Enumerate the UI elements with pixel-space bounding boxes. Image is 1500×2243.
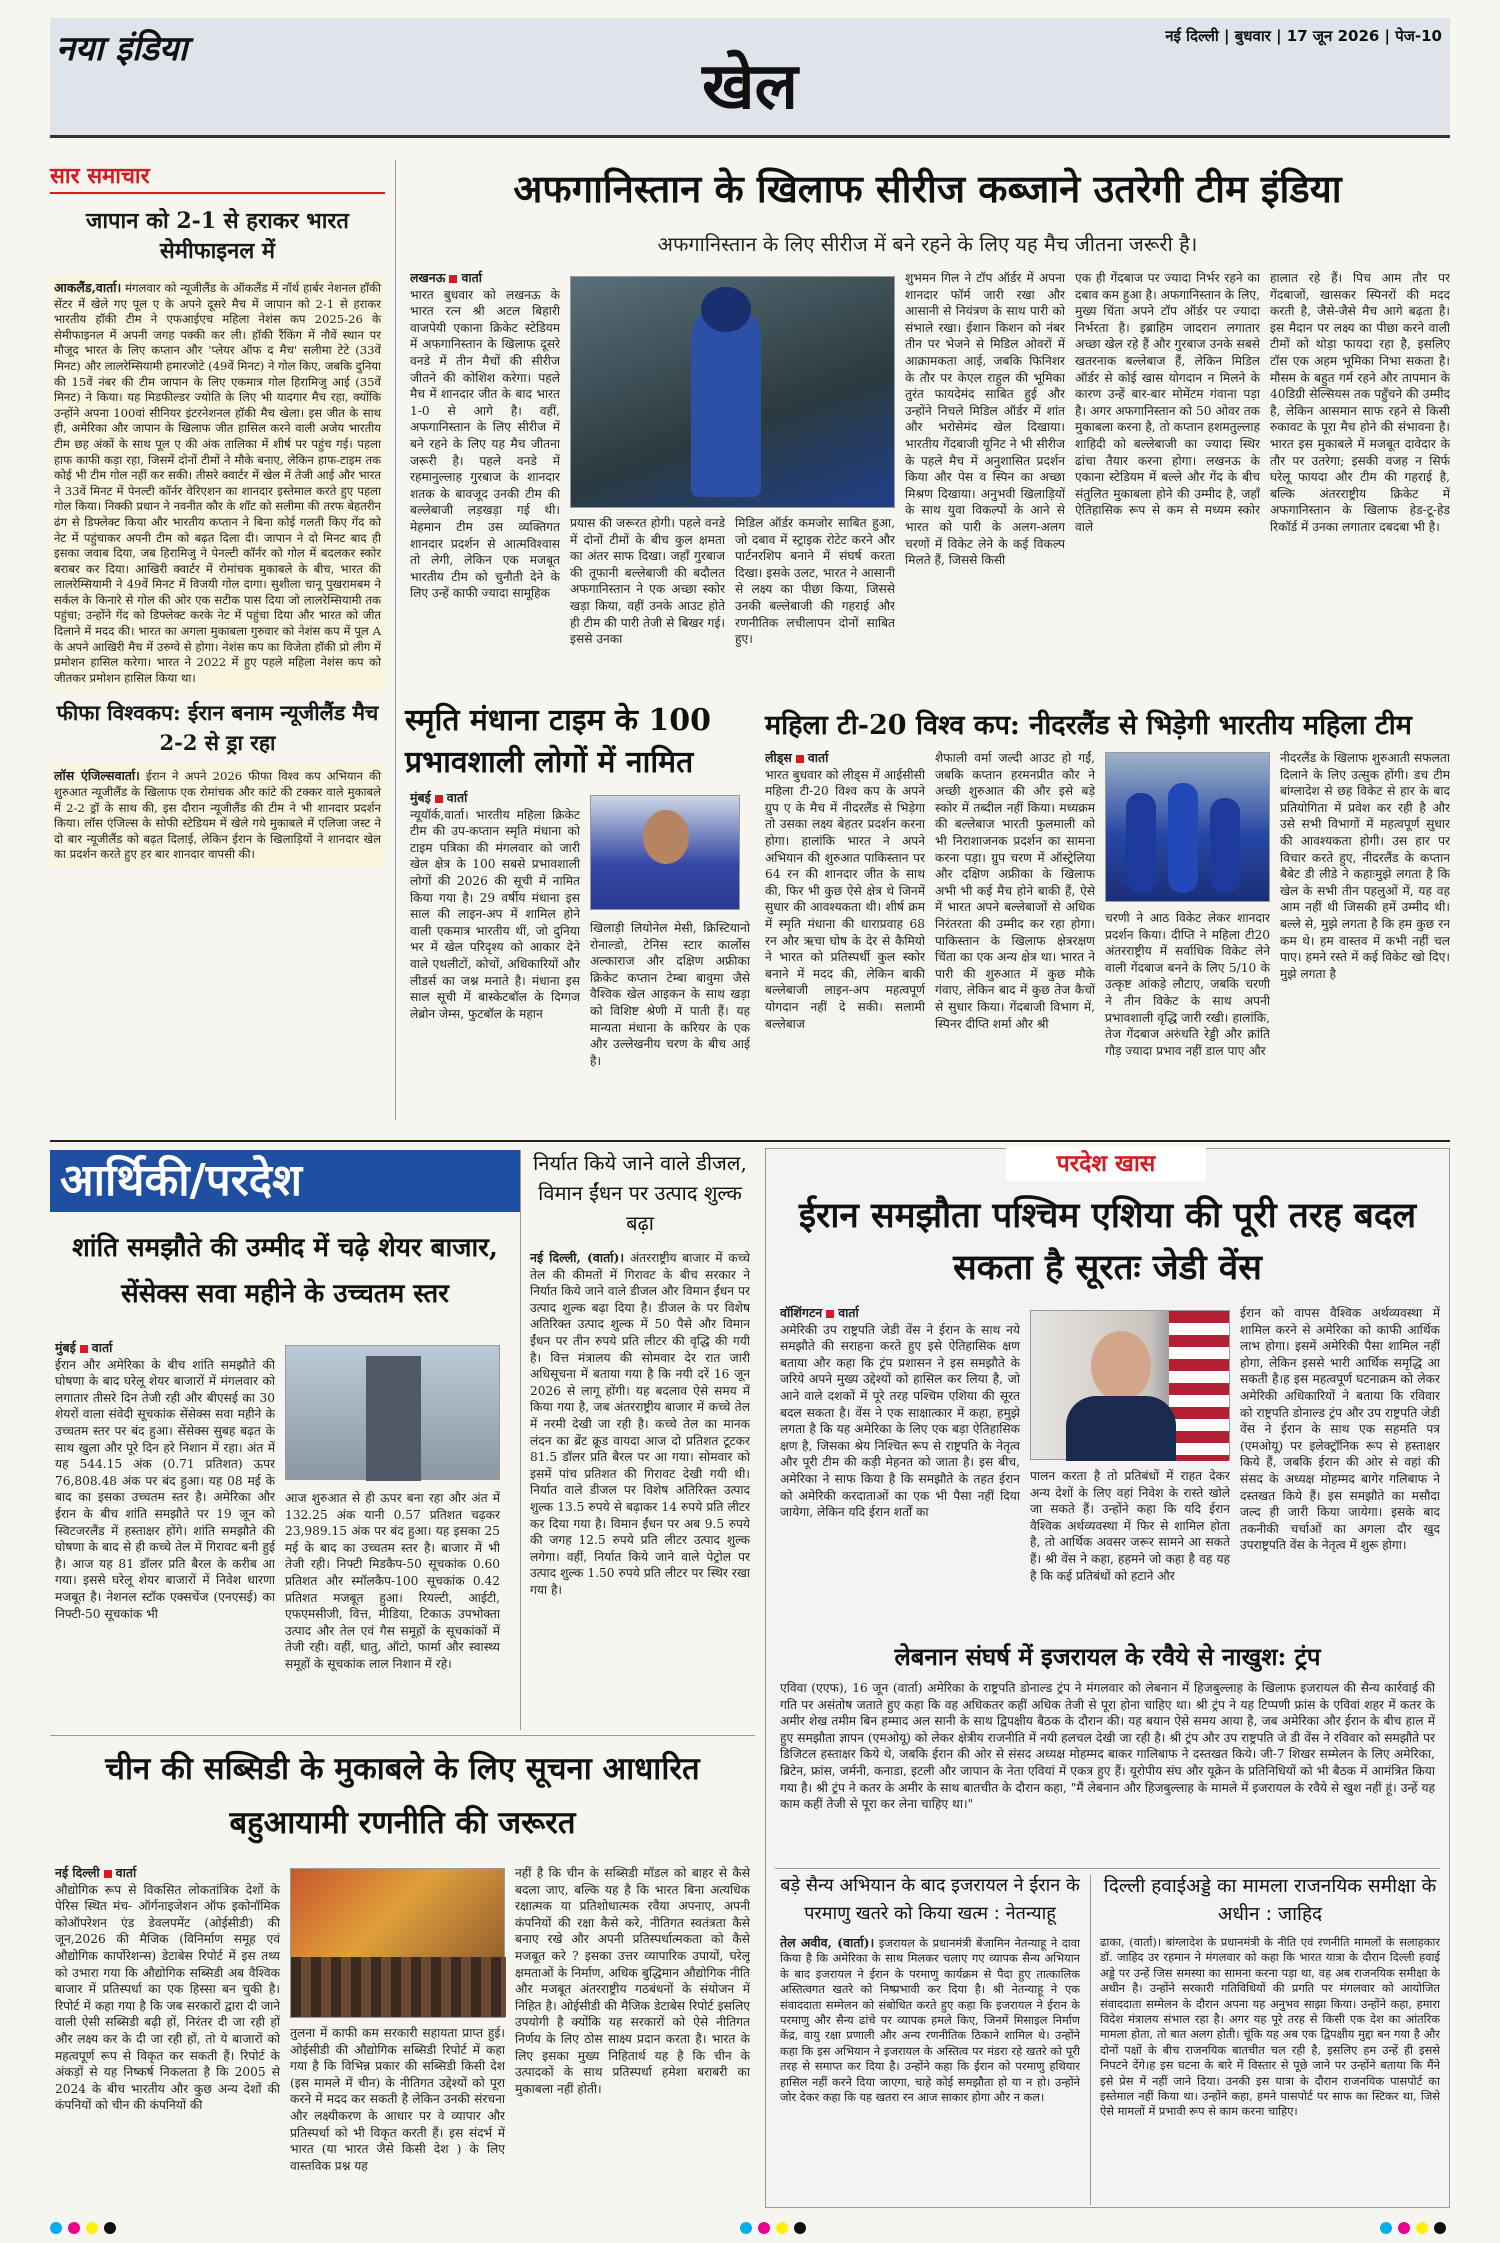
story2-text: ईरान ने अपने 2026 फीफा विश्व कप अभियान की शुरुआत न्यूजीलैंड के खिलाफ एक रोमांचक और कांटे की टक्कर वाले मुकाबले में 2-2 ड्रॉ के साथ की, इस दौरान न्यूजीलैंड की टीम ने भी शानदार प्रदर्शन किया। लॉस एंजिल्स के सोफी स्टेडियम में खेले गये मुकाबले में एलिजा जस्ट ने दो बार न्यूजीलैंड को बढ़त दिलाई, लेकिन ईरान के खिलाड़ियों ने शानदार खेल का प्रदर्शन करते हुए हर बार शानदार वापसी की। <box>54 769 381 862</box>
lead-col5 <box>1270 270 1450 710</box>
masthead <box>50 18 1450 138</box>
vance-col3-text: ईरान को वापस वैश्विक अर्थव्यवस्था में शामिल करने से अमेरिका को काफी आर्थिक लाभ होगा। इसमें अमेरिकी पैसा शामिल नहीं होगा, लेकिन इससे भारी आर्थिक समृद्धि आ सकती है।ह इस महत्वपूर्ण घटनाक्रम को लेकर अमेरिकी अधिकारियों ने बताया कि रविवार को राष्ट्रपति डोनाल्ड ट्रंप और उप राष्ट्रपति जेडी वेंस ने ईरान के साथ एक सहमति पत्र (एमओयू) पर इलेक्ट्रॉनिक रूप से हस्ताक्षर किये हैं, जबकि ईरान की ओर से वहां की संसद के अध्यक्ष मोहम्मद बागेर गलिबाफ ने दस्तखत किये हैं। इस समझौते का मसौदा जल्द ही जारी किया जायेगा। इसके बाद तकनीकी चर्चाओं का अगला दौर खुद उपराष्ट्रपति वेंस के नेतृत्व में शुरू होगा। <box>1240 1306 1440 1553</box>
sensex-col2-text: आज शुरुआत से ही ऊपर बना रहा और अंत में 132.25 अंक यानी 0.57 प्रतिशत चढ़कर 23,989.15 अंक पर बंद हुआ। यह इसका 25 मई के बाद का उच्चतम स्तर है। बाजार में भी तेजी रही। निफ्टी मिडकैप-50 सूचकांक 0.60 प्रतिशत और स्मॉलकैप-100 सूचकांक 0.42 प्रतिशत मजबूत हुआ। रियल्टी, आईटी, एफएमसीजी, वित्त, मीडिया, टिकाऊ उपभोक्ता उत्पाद और तेल एवं गैस समूहों के सूचकांकों में तेजी रही। वहीं, धातु, ऑटो, फार्मा और स्वास्थ्य समूहों के सूचकांक लाल निशान में रहे। <box>285 1491 500 1671</box>
sensex-byline-place: मुंबई <box>55 1340 76 1355</box>
delhi-text: ढाका, (वार्ता)। बांग्लादेश के प्रधानमंत्री के नीति एवं रणनीति मामलों के सलाहकार डॉ. जाहिद उर रहमान ने मंगलवार को कहा कि भारत यात्रा के दौरान दिल्ली हवाई अड्डे पर उन्हें जिस समस्या का सामना करना पड़ा था, वह अब राजनयिक समीक्षा के अधीन है। उन्होंने सरकारी गतिविधियों की प्रगति पर मंगलवार को आयोजित संवाददाता सम्मेलन के दौरान अपना यह अनुभव साझा किया। उन्होंने कहा, हमारा विदेश मंत्रालय संभाल रहा है। अगर यह पूरे तरह से किसी एक देश का आंतरिक मामला होता, तो बात अलग होती। चूंकि यह अब एक द्विपक्षीय मुद्दा बन गया है और दोनों पक्षों के बीच राजनयिक बातचीत चल रही है, इसलिए हम उन्हें ही इससे निपटने देंगे।ह इस घटना के बारे में विस्तार से पूछे जाने पर उन्होंने बताया कि मैंने इसे प्रेस में नहीं जाने दिया। उनकी इस यात्रा के दौरान राजनयिक पासपोर्ट का इस्तेमाल नहीं किया था। उन्होंने कहा, हमने पासपोर्ट पर साफ का स्टिकर था, जिसे ऐसे मामलों में प्रभावी रूप से काम करना चाहिए। <box>1100 1935 1440 2119</box>
byline-square-icon <box>826 1310 834 1318</box>
lead-col2 <box>570 515 725 710</box>
color-dot-icon <box>1434 2222 1446 2234</box>
section-title: खेल <box>702 49 798 124</box>
story2-headline: फीफा विश्वकप: ईरान बनाम न्यूजीलैंड मैच 2-2 से ड्रा रहा <box>56 700 379 756</box>
women-col3 <box>1105 910 1270 1135</box>
smriti-mandhana-photo <box>590 795 740 910</box>
lead-col4 <box>1075 270 1260 710</box>
lebanon-text: एविवा (एएफ), 16 जून (वार्ता) अमेरिका के राष्ट्रपति डोनाल्ड ट्रंप ने मंगलवार को लेबनान में हिजबुल्लाह के खिलाफ इजरायल की सैन्य कार्रवाई की गति पर असंतोष जताते हुए कहा कि वह अधिकतर कहीं अधिक तेजी से पूरा होना चाहिए था। श्री ट्रंप ने यह टिप्पणी फ्रांस के एविवां शहर में कतर के अमीर शेख तमीम बिन हम्माद अल सानी के साथ द्विपक्षीय बैठक के दौरान की। यह बयान ऐसे समय आया है, जब अमेरिका और ईरान के बीच हाल में हुए समझौता ज्ञापन (एमओयू) को लेकर क्षेत्रीय राजनीति में नयी हलचल देखी जा रही है। श्री ट्रंप और उप राष्ट्रपति जे डी वेंस ने रविवार को समझौते पर डिजिटल हस्ताक्षर किये थे, जबकि ईरान की ओर से संसद अध्यक्ष मोहम्मद बाकर गालिबाफ ने दस्तखत किये। जी-7 शिखर सम्मेलन के लिए अमेरिका, ब्रिटेन, फ्रांस, जर्मनी, कनाडा, इटली और जापान के नेता एवियां में एकत्र हुए हैं। यूरोपीय संघ और यूक्रेन के प्रतिनिधियों को भी बैठक में आमंत्रित किया गया है। श्री ट्रंप ने कतर के अमीर के साथ बातचीत के दौरान कहा, "मैं लेबनान और हिजबुल्लाह के मामले में इजरायल के रवैये से खुश नहीं हूं। उन्हें यह काम कहीं तेजी से पूरा कर लेना चाहिए था।" <box>780 1681 1435 1812</box>
player-figure-icon <box>1126 793 1156 893</box>
china-col1 <box>55 1865 280 2205</box>
byline-square-icon <box>435 795 443 803</box>
byline-square-icon <box>449 275 457 283</box>
lead-byline-agency: वार्ता <box>461 270 483 285</box>
lead-col3b-text: मिडिल ऑर्डर कमजोर साबित हुआ, जो दबाव में स्ट्राइक रोटेट करने और पार्टनरशिप बनाने में संघर्ष करता दिखा। इसके उलट, भारत ने आसानी से लक्ष्य का पीछा किया, जिससे उनकी बल्लेबाजी की गहराई और रणनीतिक लचीलापन दोनों साबित हुए। <box>735 516 895 647</box>
lead-subheadline: अफगानिस्तान के लिए सीरीज में बने रहने के लिए यह मैच जीतना जरूरी है। <box>657 232 1198 256</box>
vance-col2-text: पालन करता है तो प्रतिबंधों में राहत देकर अन्य देशों के लिए वहां निवेश के रास्ते खोले जा सकते हैं। उन्होंने कहा कि यदि ईरान वैश्विक अर्थव्यवस्था में फिर से शामिल होता है, तो आर्थिक अवसर जरूर सामने आ सकते हैं। श्री वेंस ने कहा, हहमने जो कहा है वह यह है कि कई प्रतिबंधों को हटाने और <box>1030 1469 1230 1583</box>
face-icon <box>1091 1331 1151 1401</box>
registration-marks <box>50 2222 1450 2238</box>
crowded-market-photo <box>290 1868 505 2018</box>
batsman-figure-icon <box>691 307 761 497</box>
color-dot-icon <box>1380 2222 1392 2234</box>
women-team-celebration-photo <box>1105 752 1270 902</box>
women-col1 <box>765 750 925 1135</box>
dateline: नई दिल्ली | बुधवार | 17 जून 2026 | पेज-10 <box>1165 27 1442 45</box>
vance-headline: ईरान समझौता पश्चिम एशिया की पूरी तरह बदल सकता है सूरतः जेडी वेंस <box>798 1195 1417 1288</box>
smriti-byline-agency: वार्ता <box>446 790 468 805</box>
vance-byline <box>780 1305 859 1320</box>
diesel-body <box>530 1250 750 1730</box>
lead-byline-place: लखनऊ <box>410 270 446 285</box>
vance-col1-text: अमेरिकी उप राष्ट्रपति जेडी वेंस ने ईरान के साथ नये समझौते की सराहना करते हुए इसे ऐतिहासिक क्षण बताया और कहा कि ट्रंप प्रशासन ने इस समझौते के जरिये अपने मुख्य उद्देश्यों को हासिल कर लिया है, जो आने वाले दशकों में पूरे तरह पश्चिम एशिया की सूरत बदल सकता है। वेंस ने एक साक्षात्कार में कहा, हमुझे लगता है कि यह अमेरिका के लिए एक बड़ा ऐतिहासिक क्षण है, जिसका श्रेय निश्चित रूप से राष्ट्रपति के नेतृत्व और पूरी टीम की कड़ी मेहनत को जाता है। इस बीच, अमेरिका ने साफ किया है कि समझौते के तहत ईरान को अमेरिकी करदाताओं का एक भी पैसा नहीं दिया जायेगा, लेकिन यदि ईरान शर्तों का <box>780 1322 1020 1520</box>
jd-vance-photo <box>1030 1310 1230 1460</box>
women-col2 <box>935 750 1095 1135</box>
china-byline <box>55 1865 136 1880</box>
china-col3 <box>515 1865 750 2205</box>
color-dot-icon <box>68 2222 80 2234</box>
divider <box>395 160 396 1120</box>
israel-headline: बड़े सैन्य अभियान के बाद इजरायल ने ईरान के परमाणु खतरे को किया खत्म : नेतन्याहू <box>780 1875 1080 1924</box>
flag-icon <box>1169 1311 1229 1461</box>
byline-square-icon <box>104 1870 112 1878</box>
israel-text: इजरायल के प्रधानमंत्री बेंजामिन नेतन्याहू ने दावा किया है कि अमेरिका के साथ मिलकर चलाए गए व्यापक सैन्य अभियान के बाद इजरायल ने ईरान के परमाणु कार्यक्रम से पैदा हुए तात्कालिक अस्तित्वगत खतरे को निष्प्रभावी कर दिया है। श्री नेतन्याहू ने एक संवाददाता सम्मेलन को संबोधित करते हुए कहा कि इजरायल ने ईरान के परमाणु और सैन्य ढांचे पर व्यापक हमले किए, जिनमें मिसाइल निर्माण केंद्र, वायु रक्षा प्रणाली और अन्य रणनीतिक ठिकाने शामिल थे। उन्होंने कहा कि इस अभियान ने इजरायल के अस्तित्व पर मंडरा रहे खतरे को पूरी तरह से समाप्त कर दिया है। उन्होंने कहा कि ईरान को परमाणु हथियार हासिल नहीं करने दिया जाएगा, चाहे कोई समझौता हो या न हो। उन्होंने जोर देकर कहा कि यह खतरा रन आज साकार होगा और न कल। <box>780 1936 1080 2105</box>
sensex-col2 <box>285 1490 500 1740</box>
diesel-text: अंतरराष्ट्रीय बाजार में कच्चे तेल की कीमतों में गिरावट के बीच सरकार ने निर्यात किये जाने वाले डीजल और विमान ईंधन पर उत्पाद शुल्क बढ़ा दिया है। डीजल के पर विशेष अतिरिक्त उत्पाद शुल्क में 50 पैसे और विमान ईंधन पर तीन रुपये प्रति लीटर की वृद्धि की गयी है। वित्त मंत्रालय की सोमवार देर रात जारी अधिसूचना में बताया गया है कि नयी दरें 16 जून 2026 से लागू होंगी। यह बदलाव ऐसे समय में किया गया है, जब अंतरराष्ट्रीय बाजार में कच्चे तेल में नरमी देखी जा रही है। कच्चे तेल का मानक लंदन का ब्रेंट क्रूड वायदा आज दो प्रतिशत टूटकर 81.5 डॉलर प्रति बैरल पर आ गया। सोमवार को इसमें पांच प्रतिशत की गिरावट देखी गयी थी। निर्यात वाले डीजल पर विशेष अतिरिक्त उत्पाद शुल्क 13.5 रुपये से बढ़ाकर 14 रुपये प्रति लीटर कर दिया गया है। विमान ईंधन पर अब 9.5 रुपये की जगह 12.5 रुपये प्रति लीटर उत्पाद शुल्क लगेगा। वहीं, निर्यात किये जाने वाले पेट्रोल पर उत्पाद शुल्क 1.50 रुपये प्रति लीटर पर स्थिर रखा गया है। <box>530 1251 750 1597</box>
color-dot-icon <box>50 2222 62 2234</box>
sensex-col1 <box>55 1340 275 1740</box>
diesel-byline: नई दिल्ली, (वार्ता)। <box>530 1250 625 1265</box>
vance-byline-place: वॉशिंगटन <box>780 1305 823 1320</box>
lead-col2-text: प्रयास की जरूरत होगी। पहले वनडे में दोनों टीमों के बीच कुल क्षमता का अंतर साफ दिखा। जहाँ गुरबाज की तूफानी बल्लेबाजी की बदौलत अफगानिस्तान ने एक अच्छा स्कोर खड़ा किया, वहीं उनके आउट होते ही टीम की पारी तेजी से बिखर गई। इससे उनका <box>570 516 725 647</box>
lebanon-body <box>780 1680 1435 1860</box>
israel-body <box>780 1935 1080 2205</box>
sar-samachar-label: सार समाचार <box>50 160 385 194</box>
color-dot-icon <box>104 2222 116 2234</box>
delhi-headline: दिल्ली हवाईअड्डे का मामला राजनयिक समीक्षा के अधीन : जाहिद <box>1103 1875 1437 1925</box>
sensex-headline: शांति समझौते की उम्मीद में चढ़े शेयर बाजार, सेंसेक्स सवा महीने के उच्चतम स्तर <box>72 1233 498 1309</box>
story2-byline: लॉस एंजिल्सवार्ता। <box>54 768 140 784</box>
cricket-batsman-photo <box>570 276 895 508</box>
story1-headline: जापान को 2-1 से हराकर भारत सेमीफाइनल में <box>86 208 349 264</box>
color-dot-icon <box>740 2222 752 2234</box>
lead-col3 <box>905 270 1065 710</box>
women-col4 <box>1280 750 1450 1135</box>
section-divider <box>775 1868 1440 1869</box>
china-byline-place: नई दिल्ली <box>55 1865 100 1880</box>
color-dot-icon <box>758 2222 770 2234</box>
smriti-byline <box>410 790 467 805</box>
color-dot-icon <box>1398 2222 1410 2234</box>
diesel-headline: निर्यात किये जाने वाले डीजल, विमान ईंधन पर उत्पाद शुल्क बढ़ा <box>533 1151 747 1235</box>
suit-icon <box>1066 1396 1176 1461</box>
vance-col1 <box>780 1305 1020 1635</box>
women-t20-headline: महिला टी-20 विश्व कप: नीदरलैंड से भिड़ेगी भारतीय महिला टीम <box>765 710 1412 741</box>
sensex-byline <box>55 1340 112 1355</box>
story1-byline: आकलैंड,वार्ता। <box>54 280 122 295</box>
lead-col1-text: भारत बुधवार को लखनऊ के भारत रत्न श्री अटल बिहारी वाजपेयी एकाना क्रिकेट स्टेडियम में अफगानिस्तान के खिलाफ दूसरे वनडे में तीन मैचों की सीरीज जीतने की कोशिश करेगा। पहले मैच में शानदार जीत के बाद भारत 1-0 से आगे है। वहीं, अफगानिस्तान के लिए सीरीज में बने रहने के लिए यह मैच जीतना जरूरी है। पहले वनडे में रहमानुल्लाह गुरबाज के शानदार शतक के बावजूद उनकी टीम की बल्लेबाजी लड़खड़ा गई थी। मेहमान टीम उस व्यक्तिगत शानदार प्रदर्शन से आत्मविश्वास तो लेगी, लेकिन एक मजबूत भारतीय टीम को चुनौती देने के लिए उन्हें काफी ज्यादा सामूहिक <box>410 287 560 601</box>
women-col4-text: नीदरलैंड के खिलाफ शुरुआती सफलता दिलाने के लिए उत्सुक होंगी। डच टीम बांग्लादेश से छह विकेट से हार के बाद प्रतियोगिता में प्रवेश कर रही है और उसे सभी विभागों में महत्वपूर्ण सुधार की आवश्यकता होगी। उस हार पर विचार करते हुए, नीदरलैंड के कप्तान बैबेट डी लीडे ने कहाःमुझे लगता है कि खेल के सभी तीन पहलुओं में, यह वह आम नहीं थी जिसकी हमें उम्मीद थी। बल्ले से, मुझे लगता है कि हम कुछ रन कम थे। हम वास्तव में कभी नहीं चल पाए। हमने रस्ते में कई विकेट खो दिए। मुझे लगता है <box>1280 751 1450 981</box>
lead-col4-text: एक ही गेंदबाज पर ज्यादा निर्भर रहने का दबाव कम हुआ है। अफगानिस्तान के लिए, मुख्य चिंता अपने टॉप ऑर्डर पर ज्यादा निर्भरता है। इब्राहिम जादरान लगातार अच्छा खेल रहे हैं और गुरबाज उनके सबसे खतरनाक बल्लेबाज हैं, लेकिन मिडिल ऑर्डर से कोई खास योगदान न मिलने के कारण उन्हें बार-बार मोमेंटम गंवाना पड़ा है। अगर अफगानिस्तान को 50 ओवर तक मुकाबला करना है, तो कप्तान हशमतुल्लाह शाहिदी को बल्लेबाजी का ज्यादा स्थिर ढांचा तैयार करना होगा। लखनऊ के एकाना स्टेडियम में बल्ले और गेंद के बीच संतुलित मुकाबला होने की उम्मीद है, जहाँ ऐतिहासिक रूप से कम से मध्यम स्कोर वाले <box>1075 271 1260 534</box>
arthiki-section-label: आर्थिकी/परदेश <box>50 1150 520 1212</box>
lead-col1 <box>410 270 560 710</box>
player-figure-icon <box>1210 798 1240 893</box>
divider <box>1090 1875 1091 2205</box>
smriti-byline-place: मुंबई <box>410 790 431 805</box>
player-figure-icon <box>1168 783 1198 893</box>
smriti-col2 <box>590 920 750 1135</box>
women-byline-agency: वार्ता <box>807 750 829 765</box>
story1-text: मंगलवार को न्यूजीलैंड के ऑकलैंड में नॉर्थ हार्बर नेशनल हॉकी सेंटर में खेले गए पूल ए के अपने दूसरे मैच में जापान को 2-1 से हराकर भारतीय हॉकी टीम ने एफआईएच महिला नेशंस कप 2025-26 के सेमीफाइनल में अपनी जगह पक्की कर ली। हॉकी रैंकिंग में नौवें स्थान पर मौजूद भारत के लिए कप्तान और 'प्लेयर ऑफ द मैच' सलीमा टेटे (33वें मिनट) और लालरेम्सियामी हमारजोटे (49वें मिनट) ने गोल किए, जबकि दुनिया की 15वें नंबर की टीम जापान के लिए एकमात्र गोल हिरामिजु आई (35वें मिनट) ने किया। यह मिडफील्डर ज्योति के लिए भी यादगार मैच रहा, क्योंकि उन्होंने अपना 100वां सीनियर इंटरनेशनल हॉकी मैच खेला। इस जीत के साथ ही, अमेरिका और जापान के खिलाफ जीत हासिल करने वाली अजेय भारतीय टीम छह अंकों के साथ पूल ए की अंक तालिका में शीर्ष पर पहुंच गई। पहला हाफ काफी कड़ा रहा, जिसमें दोनों टीमों ने मौके बनाए, लेकिन हाफ-टाइम तक कोई भी टीम गोल नहीं कर सकी। तीसरे क्वार्टर में खेल में तेजी आई और भारत ने 33वें मिनट में पेनल्टी कॉर्नर वेरिएशन का शानदार इस्तेमाल करते हुए पहला गोल किया। निक्की प्रधान ने नवनीत कौर के शॉट को सलीमा की तरफ बेहतरीन ढंग से डिफ्लेक्ट किया और भारतीय कप्तान ने बिना कोई गलती किए गेंद को नेट में पहुंचाकर अपनी टीम को बढ़त दिला दी। जापान ने दो मिनट बाद ही इसका जवाब दिया, जब हिरामिजु ने पेनल्टी कॉर्नर को गोल में बदलकर स्कोर बराबर कर दिया। आखिरी क्वार्टर में रोमांचक मुकाबले के बीच, भारत की लालरेम्सियामी ने 49वें मिनट में विजयी गोल दागा। सुशीला चानू पुखरामबम ने सर्कल के किनारे से गोल की ओर एक सटीक पास दिया जो लालरेम्सियामी तक पहुंचा; उन्होंने गेंद को डिफ्लेक्ट करके नेट में पहुंचा दिया और भारत को जीत दिलाने में मदद की। भारत का अगला मुकाबला गुरुवार को नेशंस कप में पूल A के अपने आखिरी मैच में उरुग्वे से होगा। नेशंस कप का विजेता हॉकी प्रो लीग में प्रमोशन हासिल करेगा। भारत ने 2022 में हुए पहले महिला नेशंस कप को जीतकर प्रमोशन हासिल किया था। <box>54 281 381 685</box>
women-byline-place: लीड्स <box>765 750 792 765</box>
lead-byline <box>410 270 482 285</box>
smriti-col1-text: न्यूयॉर्क,वार्ता। भारतीय महिला क्रिकेट टीम की उप-कप्तान स्मृति मंधाना को टाइम पत्रिका की मंगलवार को जारी खेल क्षेत्र के 100 सबसे प्रभावशाली लोगों की 2026 की सूची में नामित किया गया है। 29 वर्षीय मंधाना इस साल की लाइन-अप में शामिल होने वाली एकमात्र भारतीय थीं, जो दुनिया भर में खेल परिदृश्य को आकार देने वाले एथलीटों, कोचों, अधिकारियों और लीडर्स का जश्न मनाते है। मंधाना इस साल सूची में बास्केटबॉल के दिग्गज लेब्रोन जेम्स, फुटबॉल के महान <box>410 807 580 1021</box>
helmet-icon <box>701 287 751 332</box>
color-dot-icon <box>794 2222 806 2234</box>
delhi-body <box>1100 1935 1440 2205</box>
china-col2-text: तुलना में काफी कम सरकारी सहायता प्राप्त हुई। ओईसीडी की औद्योगिक सब्सिडी रिपोर्ट में कहा गया है कि विभिन्न प्रकार की सब्सिडी किसी देश (इस मामले में चीन) के नीतिगत उद्देश्यों को पूरा करने में मदद कर सकती है लेकिन उनकी संरचना और लक्ष्यीकरण के आधार पर वे व्यापार और प्रतिस्पर्धा को भी विकृत करती हैं। इस संदर्भ में भारत (या भारत जैसे किसी देश ) के लिए वास्तविक प्रश्न यह <box>290 2026 505 2173</box>
lead-col5-text: हालात रहे हैं। पिच आम तौर पर गेंदबाजों, खासकर स्पिनरों की मदद करती है, जैसे-जैसे मैच आगे बढ़ता है। इस मैदान पर लक्ष्य का पीछा करने वाली टीमों को थोड़ा फायदा रहा है, इसलिए टॉस एक अहम भूमिका निभा सकता है। मौसम के बहुत गर्म रहने और तापमान के 40डिग्री सेल्सियस तक पहुँचने की उम्मीद है, लेकिन आसमान साफ रहने से किसी रुकावट के पूरा मैच होने की संभावना है। भारत इस मुकाबले में मजबूत दावेदार के तौर पर उतरेगा; इसकी वजह न सिर्फ घरेलू फायदा और टीम की गहराई है, बल्कि अंतरराष्ट्रीय क्रिकेट में अफगानिस्तान के खिलाफ हेड-टू-हेड रिकॉर्ड में उनका लगातार दबदबा भी है। <box>1270 271 1450 534</box>
sar-samachar-box <box>50 160 385 1110</box>
pardesh-label: परदेश खास <box>1006 1147 1206 1181</box>
women-col2-text: शैफाली वर्मा जल्दी आउट हो गईं, जबकि कप्तान हरमनप्रीत कौर ने अच्छी शुरुआत की और इसे बड़े स्कोर में तब्दील नहीं किया। मध्यक्रम की बल्लेबाज भारती फुलमाली को भी निराशाजनक प्रदर्शन का सामना करना पड़ा। ग्रुप चरण में ऑस्ट्रेलिया और दक्षिण अफ्रीका के खिलाफ अभी भी कई मैच होने बाकी हैं, ऐसे में भारत अपने बल्लेबाजों से अधिक निरंतरता की उम्मीद कर रहा होगा। पाकिस्तान के खिलाफ क्षेत्ररक्षण चिंता का एक अन्य क्षेत्र था। भारत ने पारी की शुरुआत में कुछ मौके गंवाए, लेकिन बाद में कुछ तेज कैचों से सुधार किया। गेंदबाजी विभाग में, स्पिनर दीप्ति शर्मा और श्री <box>935 751 1095 1031</box>
divider <box>520 1150 521 1730</box>
byline-square-icon <box>80 1345 88 1353</box>
crowd-icon <box>291 1957 506 2017</box>
lead-col3-text: शुभमन गिल ने टॉप ऑर्डर में अपना शानदार फॉर्म जारी रखा और आसानी से नियंत्रण के साथ पारी को संभाले रखा। ईशान किशन को नंबर तीन पर भेजने से मिडिल ओवरों में आक्रामकता आई, जबकि फिनिशर के तौर पर केएल राहुल की भूमिका तुरंत फायदेमंद साबित हुई और उन्होंने निचले मिडिल ऑर्डर में शांत और भरोसेमंद खेल दिखाया। भारतीय गेंदबाजी यूनिट ने भी सीरीज के पहले मैच में अनुशासित प्रदर्शन किया और पेस व स्पिन का अच्छा मिश्रण दिखाया। अनुभवी खिलाड़ियों के साथ युवा विकल्पों के आने से भारत को पारी के अलग-अलग चरणों में विकेट लेने के कई विकल्प मिलते हैं, जिससे किसी <box>905 271 1065 568</box>
smriti-col2-text: खिलाड़ी लियोनेल मेसी, क्रिस्टियानो रोनाल्डो, टेनिस स्टार कार्लोस अल्काराज और दक्षिण अफ्रीका क्रिकेट कप्तान टेम्बा बावुमा जैसे वैश्विक खेल आइकन के साथ खड़ा को विशिष्ट श्रेणी में पाती हैं। यह मान्यता मंधाना के करियर के एक और उल्लेखनीय चरण के बीच आई है। <box>590 921 750 1068</box>
lebanon-headline: लेबनान संघर्ष में इजरायल के रवैये से नाखुश: ट्रंप <box>894 1642 1321 1671</box>
bse-building-photo <box>285 1345 500 1480</box>
color-dot-icon <box>776 2222 788 2234</box>
story1-body <box>50 276 385 690</box>
china-byline-agency: वार्ता <box>115 1865 137 1880</box>
china-col1-text: औद्योगिक रूप से विकसित लोकतांत्रिक देशों के पेरिस स्थित मंच- ऑर्गनाइजेशन ऑफ इकोनॉमिक कोऑपरेशन एंड डेवलपमेंट (ओईसीडी) की जून,2026 की मैजिक (विनिर्माण समूह एवं औद्योगिक कार्पोरेशन्स) डेटाबेस रिपोर्ट में इस तथ्य को उभारा गया कि औद्योगिक सब्सिडी अब वैश्विक बाजार में प्रतिस्पर्धा का एक हिस्सा बन चुकी है। रिपोर्ट में कहा गया है कि जब सरकारों द्वारा दी जाने वाली ऐसी सब्सिडी बढ़ी हों, निरंतर दी जा रही हों और लक्ष्य कर के दी जा रही हों, तो ये बाजारों को महत्वपूर्ण रूप से विकृत कर सकती हैं। रिपोर्ट के अंकड़ों से यह निष्कर्ष निकलता है कि 2005 से 2024 के बीच भारतीय और कुछ अन्य देशों की कंपनियों को चीन की कंपनियों की <box>55 1882 280 2113</box>
color-dot-icon <box>1416 2222 1428 2234</box>
section-divider <box>50 1735 755 1736</box>
story2-body <box>50 764 385 867</box>
women-byline <box>765 750 828 765</box>
china-headline: चीन की सब्सिडी के मुकाबले के लिए सूचना आधारित बहुआयामी रणनीति की जरूरत <box>105 1751 700 1841</box>
tower-icon <box>366 1356 421 1481</box>
china-col2 <box>290 2025 505 2205</box>
sensex-col1-text: ईरान और अमेरिका के बीच शांति समझौते की घोषणा के बाद घरेलू शेयर बाजारों में मंगलवार को लगातार तीसरे दिन तेजी रही और बीएसई का 30 शेयरों वाला संवेदी सूचकांक सेंसेक्स सवा महीने के उच्चतम स्तर पर बंद हुआ। सेंसेक्स सुबह बढ़त के साथ खुला और पूरे दिन हरे निशान में रहा। अंत में यह 544.15 अंक (0.71 प्रतिशत) ऊपर 76,808.48 अंक पर बंद हुआ। यह 08 मई के बाद का इसका उच्चतम स्तर है। अमेरिका और ईरान के बीच शांति समझौते पर 19 जून को स्विटजरलैंड में हस्ताक्षर होंगे। शांति समझौते की घोषणा के बाद से ही कच्चे तेल में गिरावट बनी हुई है। आज यह 81 डॉलर प्रति बैरल के करीब आ गया। इससे घरेलू शेयर बाजारों में निवेश धारणा मजबूत है। नेशनल स्टॉक एक्सचेंज (एनएसई) का निफ्टी-50 सूचकांक भी <box>55 1357 275 1621</box>
byline-square-icon <box>796 755 804 763</box>
paper-name: नया इंडिया <box>56 29 188 69</box>
israel-byline: तेल अवीव, (वार्ता)। <box>780 1935 875 1950</box>
vance-col2 <box>1030 1468 1230 1635</box>
color-dot-icon <box>86 2222 98 2234</box>
lead-headline: अफगानिस्तान के खिलाफ सीरीज कब्जाने उतरेगी टीम इंडिया <box>513 166 1342 211</box>
face-icon <box>643 810 689 864</box>
vance-byline-agency: वार्ता <box>838 1305 859 1320</box>
lead-col3b <box>735 515 895 710</box>
women-col1-text: भारत बुधवार को लीड्स में आईसीसी महिला टी-20 विश्व कप के अपने ग्रुप ए के मैच में नीदरलैंड से भिड़ेगा तो उसका लक्ष्य बेहतर प्रदर्शन करना होगा। हालांकि भारत ने अपने अभियान की शुरुआत पाकिस्तान पर 64 रन की शानदार जीत के साथ की, फिर भी कुछ ऐसे क्षेत्र थे जिनमें सुधार की आवश्यकता थी। शीर्ष क्रम में स्मृति मंधाना की धाराप्रवाह 68 रन और ऋचा घोष के देर से कैमियो ने भारत को प्रतिस्पर्धी कुल स्कोर बनाने में मदद की, लेकिन बाकी बल्लेबाजी लाइन-अप महत्वपूर्ण योगदान नहीं दे सकी। सलामी बल्लेबाज <box>765 767 925 1031</box>
smriti-col1 <box>410 790 580 1135</box>
smriti-headline: स्मृति मंधाना टाइम के 100 प्रभावशाली लोगों में नामित <box>405 703 712 780</box>
sensex-byline-agency: वार्ता <box>91 1340 113 1355</box>
china-col3-text: नहीं है कि चीन के सब्सिडी मॉडल को बाहर से कैसे बदला जाए, बल्कि यह है कि भारत बिना अत्यधिक रक्षात्मक या प्रतिशोधात्मक रवैया अपनाए, अपनी कंपनियों की रक्षा कैसे करे, नीतिगत स्वतंत्रता कैसे बनाए रखे और अपनी प्रतिस्पर्धात्मकता को कैसे मजबूत करे ? इसका उत्तर व्यापारिक उपायों, घरेलू क्षमताओं के निर्माण, अधिक बुद्धिमान औद्योगिक नीति और मजबूत अंतरराष्ट्रीय गठबंधनों के संयोजन में निहित है। ओईसीडी की मैजिक डेटाबेस रिपोर्ट इसलिए उपयोगी है क्योंकि यह सरकारों को ऐसे नीतिगत निर्णय के लिए ठोस साक्ष्य प्रदान करता है। भारत के लिए इसका मुख्य निहितार्थ यह है कि चीन के उत्पादकों के साथ प्रतिस्पर्धा हमेशा बराबरी का मुकाबला नहीं होती। <box>515 1866 750 2096</box>
vance-col3 <box>1240 1305 1440 1635</box>
women-col3-text: चरणी ने आठ विकेट लेकर शानदार प्रदर्शन किया। दीप्ति ने महिला टी20 अंतरराष्ट्रीय में सर्वाधिक विकेट लेने वाली गेंदबाज बनने के लिए 5/10 के उत्कृष्ट आंकड़े लौटाए, जबकि चरणी ने तीन विकेट के साथ अपनी प्रभावशाली वृद्धि जारी रखी। हालांकि, तेज गेंदबाज अरुंधति रेड्डी और क्रांति गौड़ ज्यादा प्रभाव नहीं डाल पाए और <box>1105 911 1270 1058</box>
section-divider <box>50 1140 1450 1142</box>
